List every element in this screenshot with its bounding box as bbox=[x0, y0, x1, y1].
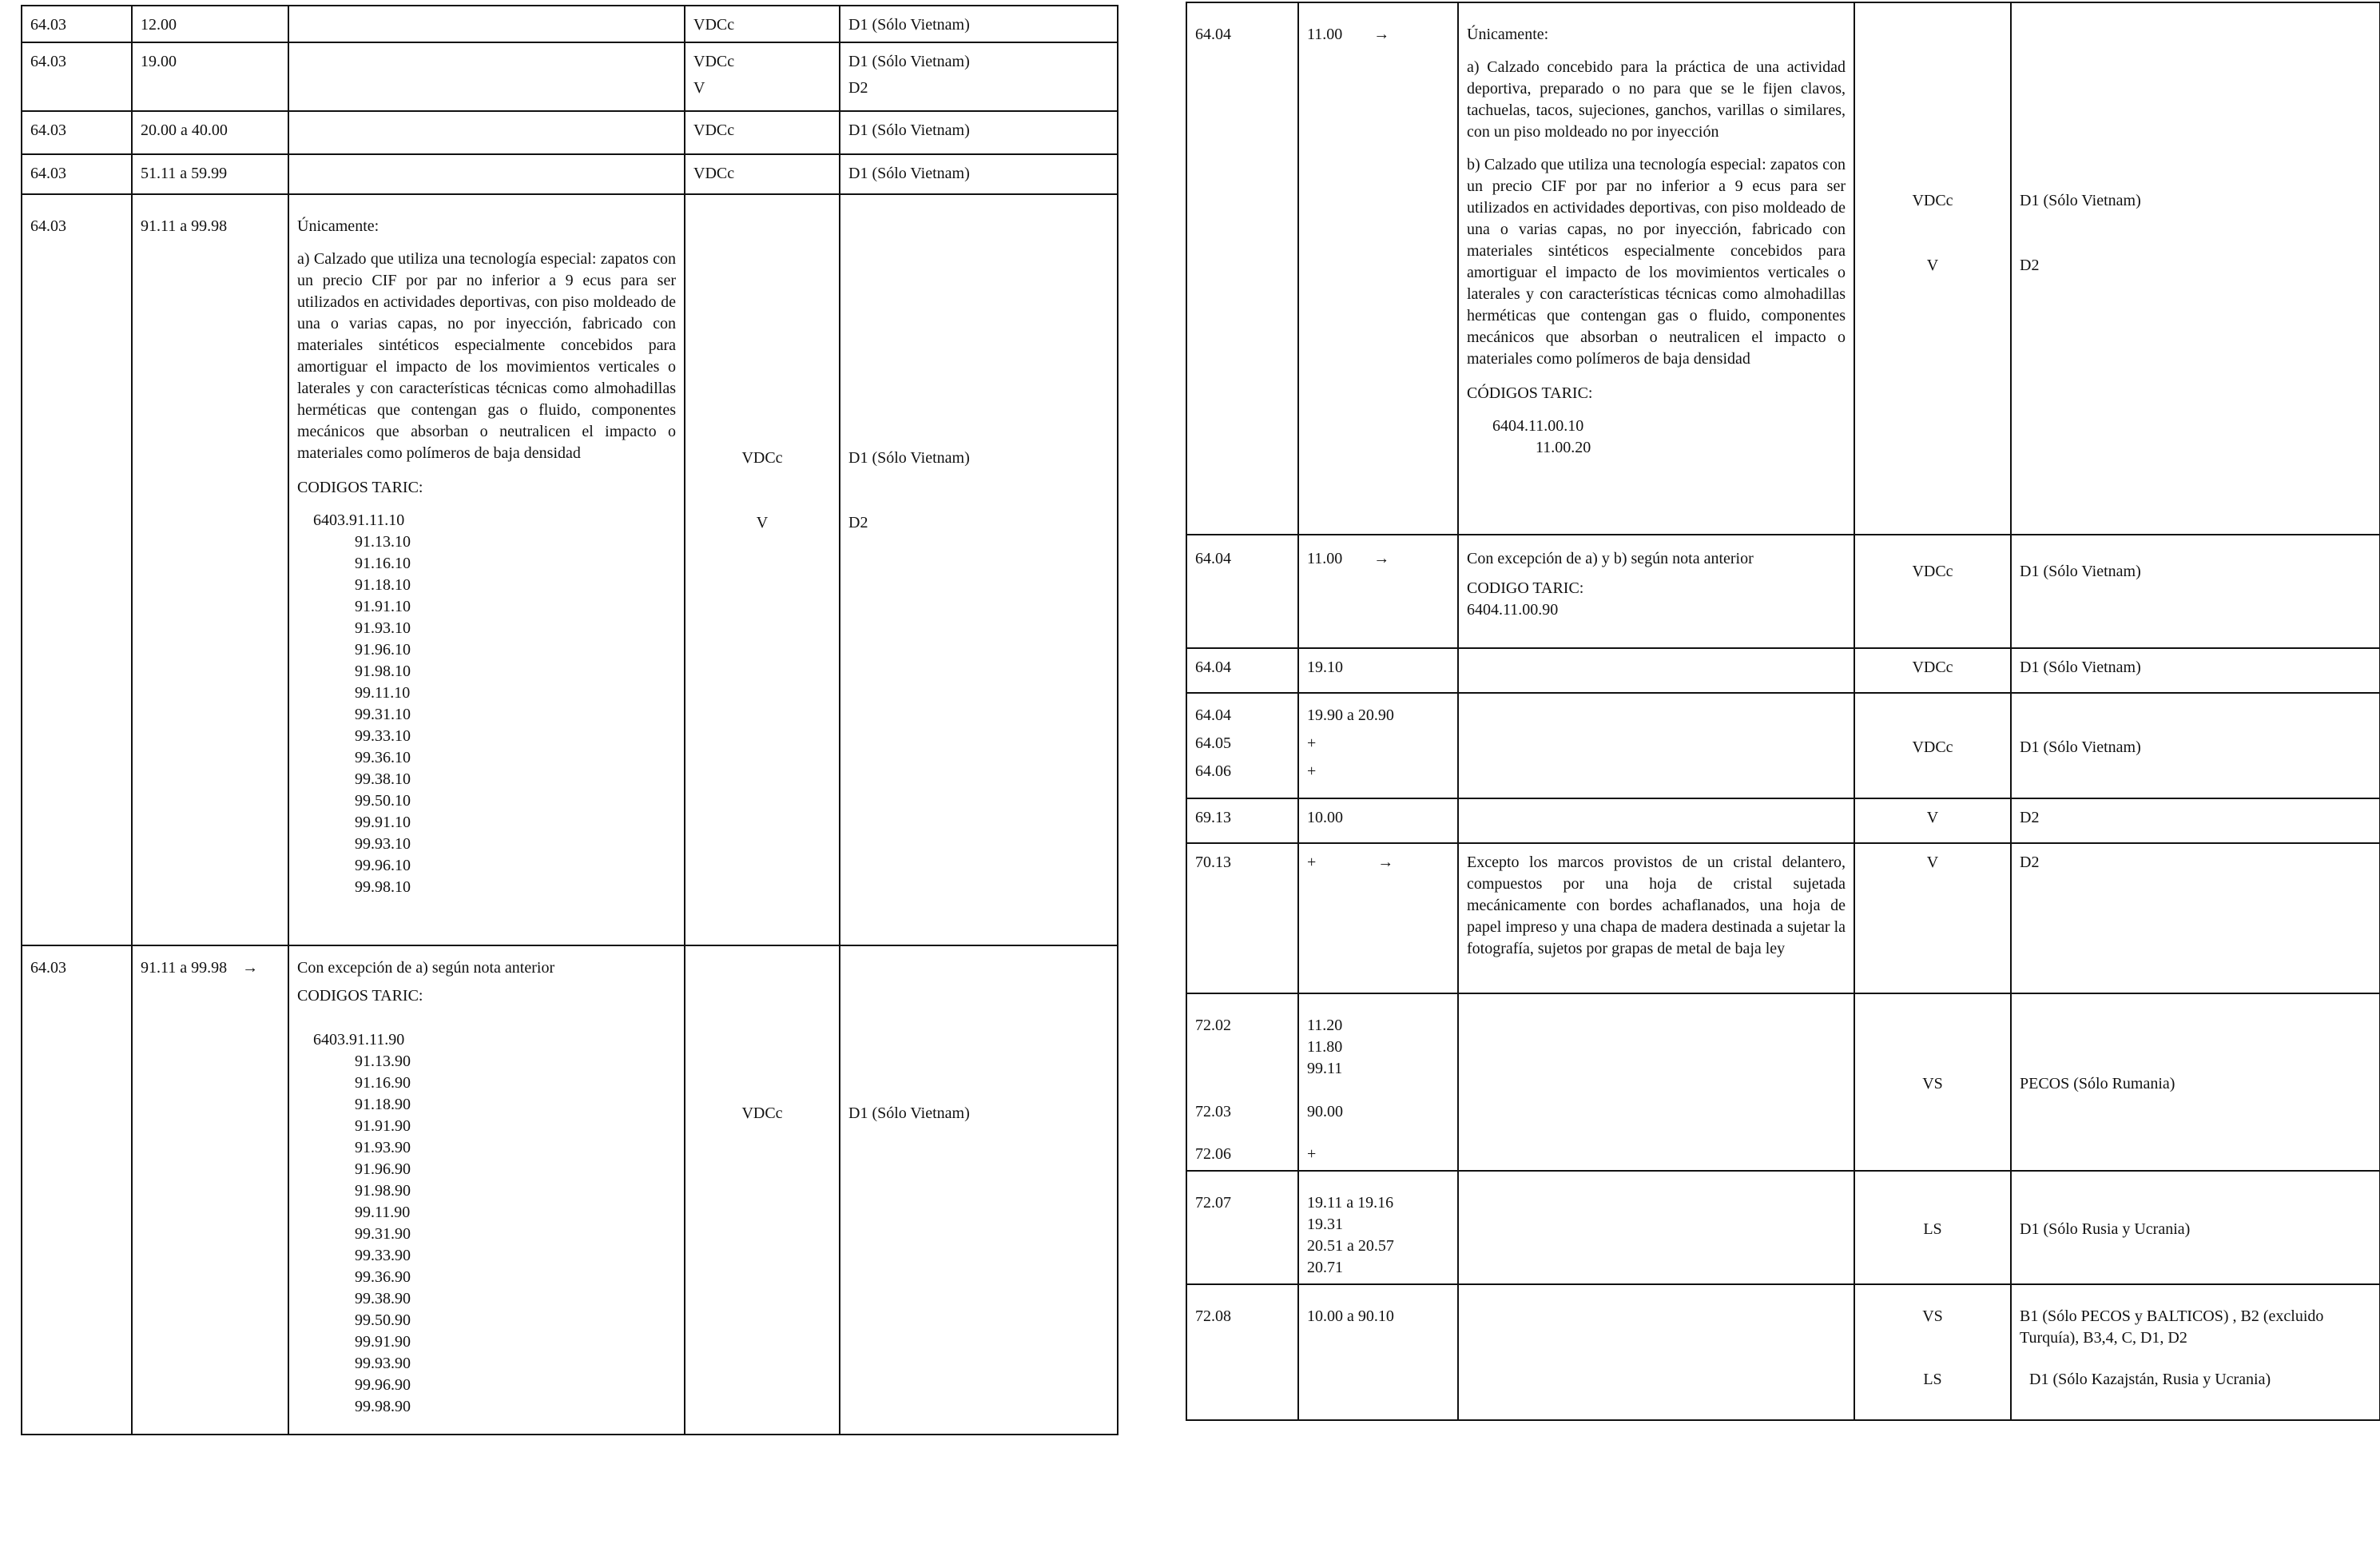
scope-line: D1 (Sólo Vietnam) bbox=[848, 449, 970, 467]
scope: D1 (Sólo Vietnam) bbox=[2011, 535, 2380, 648]
description bbox=[1458, 2, 1854, 535]
tariff-code bbox=[1186, 693, 1298, 798]
subheading-line: 11.20 bbox=[1307, 1017, 1343, 1034]
measure-line: V bbox=[693, 79, 705, 97]
table-row bbox=[22, 945, 1118, 1435]
table-row bbox=[22, 111, 1118, 154]
taric-code: 99.31.10 bbox=[355, 706, 411, 723]
taric-label: CÓDIGOS TARIC: bbox=[1467, 384, 1593, 402]
measure bbox=[685, 42, 840, 111]
code-line: 64.05 bbox=[1195, 734, 1231, 752]
subheading-line: 19.90 a 20.90 bbox=[1307, 706, 1394, 724]
table-row bbox=[1186, 2, 2380, 535]
measure: LS bbox=[1854, 1171, 2011, 1284]
taric-label: CODIGOS TARIC: bbox=[297, 987, 423, 1005]
scope: D1 (Sólo Vietnam) bbox=[2011, 648, 2380, 693]
tariff-code: 72.07 bbox=[1186, 1171, 1298, 1284]
left-table bbox=[21, 5, 1118, 1435]
table-row bbox=[1186, 798, 2380, 843]
taric-code: 6403.91.11.90 bbox=[313, 1031, 405, 1049]
tariff-code: 70.13 bbox=[1186, 843, 1298, 993]
subheading: 10.00 bbox=[1298, 798, 1458, 843]
measure: V bbox=[1854, 843, 2011, 993]
description bbox=[1458, 1171, 1854, 1284]
scope bbox=[840, 194, 1118, 945]
taric-code: 91.18.10 bbox=[355, 576, 411, 594]
subheading-line: + bbox=[1307, 762, 1317, 780]
taric-code: 99.33.90 bbox=[355, 1247, 411, 1264]
scope: D1 (Sólo Vietnam) bbox=[840, 111, 1118, 154]
taric-code: 91.91.10 bbox=[355, 598, 411, 615]
taric-code: 99.50.90 bbox=[355, 1311, 411, 1329]
taric-code: 91.16.90 bbox=[355, 1074, 411, 1092]
subheading: 19.10 bbox=[1298, 648, 1458, 693]
scope bbox=[2011, 1284, 2380, 1420]
description bbox=[1458, 648, 1854, 693]
measure: VDCc bbox=[685, 945, 840, 1435]
arrow-icon: → bbox=[1373, 550, 1390, 567]
description-intro: Únicamente: bbox=[297, 217, 379, 235]
taric-code: 91.98.10 bbox=[355, 663, 411, 680]
tariff-code: 64.03 bbox=[22, 945, 132, 1435]
subheading bbox=[1298, 993, 1458, 1171]
table-row bbox=[1186, 843, 2380, 993]
measure: VDCc bbox=[1854, 648, 2011, 693]
taric-code: 99.93.10 bbox=[355, 835, 411, 853]
taric-code: 99.38.10 bbox=[355, 770, 411, 788]
measure-line: V bbox=[756, 514, 769, 531]
tariff-code: 64.03 bbox=[22, 194, 132, 945]
scope: D2 bbox=[2011, 798, 2380, 843]
table-row bbox=[1186, 648, 2380, 693]
taric-code: 99.96.90 bbox=[355, 1376, 411, 1394]
description-text: a) Calzado que utiliza una tecnología especial: zapatos con un precio CIF por par no inferior a 9 ecus para ser utilizados en actividades deportivas, con piso moldeado de una o varias capas, no por inyección, fabricado con materiales sintéticos especialmente concebidos para amortiguar el impacto de los movimientos verticales o laterales y con características técnicas como almohadillas herméticas que contengan gas o fluido, componentes mecánicos que absorban o neutralicen el impacto o materiales como polímeros de baja densidad bbox=[297, 250, 676, 462]
scope-line: D1 (Sólo Vietnam) bbox=[2020, 192, 2141, 209]
description bbox=[1458, 693, 1854, 798]
subheading-line: 20.71 bbox=[1307, 1259, 1343, 1276]
table-row bbox=[22, 42, 1118, 111]
subheading: 51.11 a 59.99 bbox=[132, 154, 288, 194]
table-row bbox=[1186, 993, 2380, 1171]
taric-label: CODIGO TARIC: bbox=[1467, 579, 1584, 597]
tariff-code: 69.13 bbox=[1186, 798, 1298, 843]
taric-code: 11.00.20 bbox=[1536, 439, 1591, 456]
description bbox=[288, 6, 685, 42]
description bbox=[1458, 535, 1854, 648]
subheading-line: 20.51 a 20.57 bbox=[1307, 1237, 1394, 1255]
scope-line: D2 bbox=[2020, 257, 2040, 274]
measure bbox=[1854, 2, 2011, 535]
arrow-icon: → bbox=[1377, 854, 1394, 871]
scope-line: D1 (Sólo Vietnam) bbox=[848, 53, 970, 70]
taric-code: 91.13.10 bbox=[355, 533, 411, 551]
description bbox=[288, 194, 685, 945]
table-row bbox=[22, 6, 1118, 42]
scope-line: D1 (Sólo Kazajstán, Rusia y Ucrania) bbox=[2029, 1371, 2271, 1388]
subheading bbox=[132, 945, 288, 1435]
subheading bbox=[1298, 535, 1458, 648]
table-row bbox=[1186, 535, 2380, 648]
subheading-line: + bbox=[1307, 1145, 1317, 1163]
taric-code: 99.36.90 bbox=[355, 1268, 411, 1286]
subheading-line: + bbox=[1307, 734, 1317, 752]
subheading-value: + bbox=[1307, 854, 1317, 871]
arrow-icon: → bbox=[242, 959, 259, 977]
tariff-code: 64.04 bbox=[1186, 2, 1298, 535]
taric-code: 99.96.10 bbox=[355, 857, 411, 874]
scope: D1 (Sólo Rusia y Ucrania) bbox=[2011, 1171, 2380, 1284]
tariff-code: 64.03 bbox=[22, 42, 132, 111]
description: Excepto los marcos provistos de un cristal delantero, compuestos por una hoja de cristal sujetada mecánicamente con bordes achaflanados, una hoja de papel impreso y una chapa de madera destinada a sujetar la fotografía, sujetos por grapas de metal de baja ley bbox=[1458, 843, 1854, 993]
taric-code: 99.36.10 bbox=[355, 749, 411, 766]
taric-code: 91.18.90 bbox=[355, 1096, 411, 1113]
description bbox=[288, 154, 685, 194]
taric-code: 99.98.10 bbox=[355, 878, 411, 896]
code-line: 64.04 bbox=[1195, 706, 1231, 724]
right-table bbox=[1186, 2, 2380, 1421]
description bbox=[1458, 993, 1854, 1171]
measure: VDCc bbox=[1854, 693, 2011, 798]
taric-code: 91.96.10 bbox=[355, 641, 411, 659]
measure: VDCc bbox=[1854, 535, 2011, 648]
code-line: 72.02 bbox=[1195, 1017, 1231, 1034]
description bbox=[288, 42, 685, 111]
taric-code-list bbox=[1467, 416, 1846, 459]
subheading: 19.00 bbox=[132, 42, 288, 111]
measure-line: LS bbox=[1923, 1371, 1942, 1388]
taric-code-list bbox=[297, 1029, 676, 1418]
subheading bbox=[1298, 1171, 1458, 1284]
taric-code: 99.38.90 bbox=[355, 1290, 411, 1307]
measure-line: VS bbox=[1922, 1307, 1943, 1325]
measure-line: VDCc bbox=[741, 449, 783, 467]
measure-line: V bbox=[1926, 257, 1939, 274]
subheading-line: 19.31 bbox=[1307, 1216, 1343, 1233]
tariff-code: 64.04 bbox=[1186, 535, 1298, 648]
description-text-a: a) Calzado concebido para la práctica de una actividad deportiva, preparado o no para que se le fijen clavos, tachuelas, tacos, sujeciones, ganchos, varillas o similares, con un piso moldeado no por inyección bbox=[1467, 58, 1846, 141]
scope: D1 (Sólo Vietnam) bbox=[840, 154, 1118, 194]
taric-code: 91.93.90 bbox=[355, 1139, 411, 1156]
code-line: 72.06 bbox=[1195, 1145, 1231, 1163]
taric-code: 99.91.10 bbox=[355, 814, 411, 831]
taric-code: 6403.91.11.10 bbox=[313, 511, 405, 529]
description bbox=[1458, 798, 1854, 843]
scope: D1 (Sólo Vietnam) bbox=[840, 6, 1118, 42]
measure: VS bbox=[1854, 993, 2011, 1171]
taric-code-list bbox=[297, 510, 676, 898]
description bbox=[288, 945, 685, 1435]
taric-code: 99.50.10 bbox=[355, 792, 411, 810]
subheading-value: 91.11 a 99.98 bbox=[141, 959, 228, 977]
tariff-code: 72.08 bbox=[1186, 1284, 1298, 1420]
subheading bbox=[1298, 843, 1458, 993]
subheading: 12.00 bbox=[132, 6, 288, 42]
taric-code: 99.93.90 bbox=[355, 1355, 411, 1372]
measure-line: VDCc bbox=[1912, 192, 1953, 209]
scope-line: D2 bbox=[848, 79, 868, 97]
measure bbox=[685, 194, 840, 945]
scope: D2 bbox=[2011, 843, 2380, 993]
scope: D1 (Sólo Vietnam) bbox=[840, 945, 1118, 1435]
taric-code: 6404.11.00.90 bbox=[1467, 601, 1559, 619]
table-row bbox=[22, 154, 1118, 194]
scope bbox=[840, 42, 1118, 111]
measure: VDCc bbox=[685, 154, 840, 194]
tariff-code: 64.03 bbox=[22, 111, 132, 154]
subheading bbox=[1298, 2, 1458, 535]
description bbox=[1458, 1284, 1854, 1420]
subheading-line: 90.00 bbox=[1307, 1103, 1343, 1120]
taric-code: 91.93.10 bbox=[355, 619, 411, 637]
scope bbox=[2011, 2, 2380, 535]
scope: PECOS (Sólo Rumania) bbox=[2011, 993, 2380, 1171]
description-text: Con excepción de a) y b) según nota anterior bbox=[1467, 550, 1754, 567]
taric-code: 91.13.90 bbox=[355, 1053, 411, 1070]
taric-code: 99.31.90 bbox=[355, 1225, 411, 1243]
taric-code: 99.98.90 bbox=[355, 1398, 411, 1415]
taric-code: 6404.11.00.10 bbox=[1492, 417, 1584, 435]
tariff-code: 64.03 bbox=[22, 154, 132, 194]
description-text: Con excepción de a) según nota anterior bbox=[297, 959, 555, 977]
taric-code: 99.33.10 bbox=[355, 727, 411, 745]
subheading-value: 11.00 bbox=[1307, 26, 1343, 43]
taric-code: 91.96.90 bbox=[355, 1160, 411, 1178]
subheading: 91.11 a 99.98 bbox=[132, 194, 288, 945]
tariff-code: 64.04 bbox=[1186, 648, 1298, 693]
subheading bbox=[1298, 693, 1458, 798]
subheading-line: 19.11 a 19.16 bbox=[1307, 1194, 1394, 1212]
tariff-code bbox=[1186, 993, 1298, 1171]
measure: VDCc bbox=[685, 111, 840, 154]
table-row bbox=[22, 194, 1118, 945]
scope: D1 (Sólo Vietnam) bbox=[2011, 693, 2380, 798]
taric-code: 91.98.90 bbox=[355, 1182, 411, 1200]
taric-code: 91.91.90 bbox=[355, 1117, 411, 1135]
taric-code: 99.11.90 bbox=[355, 1204, 411, 1221]
scope-line: B1 (Sólo PECOS y BALTICOS) , B2 (excluido Turquía), B3,4, C, D1, D2 bbox=[2020, 1307, 2324, 1347]
subheading-value: 11.00 bbox=[1307, 550, 1343, 567]
taric-code: 91.16.10 bbox=[355, 555, 411, 572]
subheading-line: 11.80 bbox=[1307, 1038, 1343, 1056]
scope-line: D2 bbox=[848, 514, 868, 531]
code-line: 64.06 bbox=[1195, 762, 1231, 780]
table-row bbox=[1186, 1284, 2380, 1420]
subheading-line: 99.11 bbox=[1307, 1060, 1343, 1077]
tariff-code: 64.03 bbox=[22, 6, 132, 42]
table-row bbox=[1186, 1171, 2380, 1284]
measure: VDCc bbox=[685, 6, 840, 42]
description bbox=[288, 111, 685, 154]
table-row bbox=[1186, 693, 2380, 798]
taric-code: 99.11.10 bbox=[355, 684, 411, 702]
measure bbox=[1854, 1284, 2011, 1420]
taric-label: CODIGOS TARIC: bbox=[297, 479, 423, 496]
description-intro: Únicamente: bbox=[1467, 26, 1549, 43]
arrow-icon: → bbox=[1373, 26, 1390, 43]
code-line: 72.03 bbox=[1195, 1103, 1231, 1120]
subheading: 20.00 a 40.00 bbox=[132, 111, 288, 154]
measure-line: VDCc bbox=[693, 53, 735, 70]
measure: V bbox=[1854, 798, 2011, 843]
taric-code: 99.91.90 bbox=[355, 1333, 411, 1351]
description-text-b: b) Calzado que utiliza una tecnología especial: zapatos con un precio CIF por par no inferior a 9 ecus para ser utilizados en actividades deportivas, con piso moldeado de una o varias capas, no por inyección, fabricado con materiales sintéticos especialmente concebidos para amortiguar el impacto de los movimientos verticales o laterales y con características técnicas como almohadillas herméticas que contengan gas o fluido, componentes mecánicos que absorban o neutralicen el impacto o materiales como polímeros de baja densidad bbox=[1467, 156, 1846, 368]
subheading: 10.00 a 90.10 bbox=[1298, 1284, 1458, 1420]
